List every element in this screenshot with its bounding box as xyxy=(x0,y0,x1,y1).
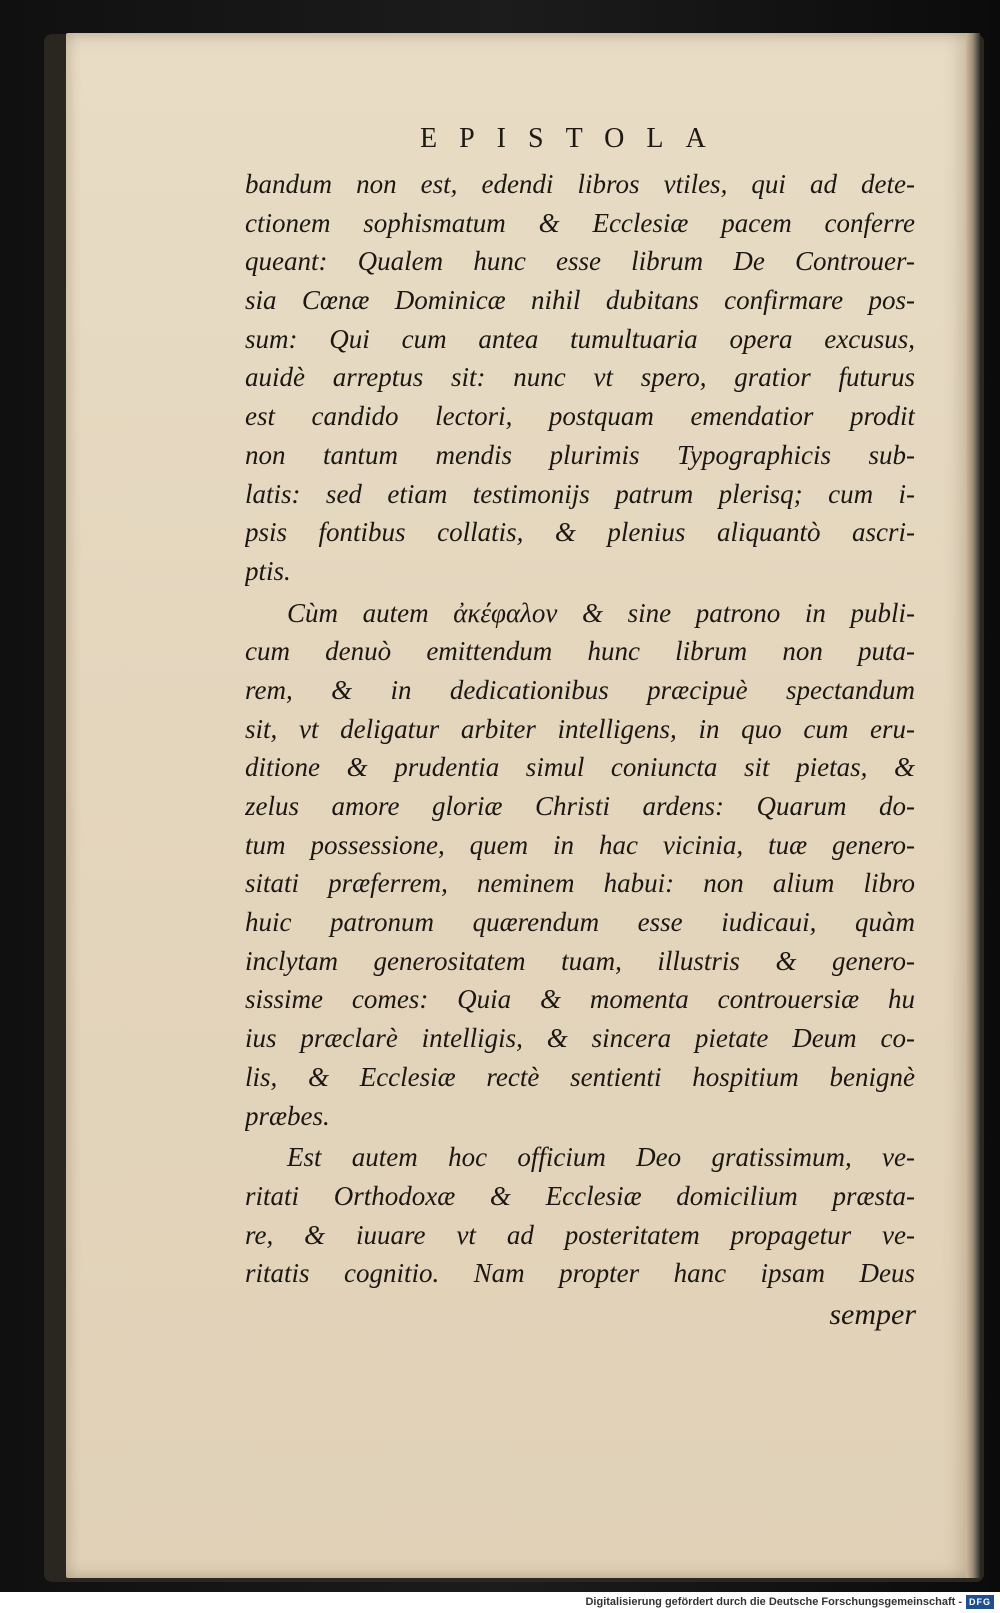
text-line: ditione & prudentia simul coniuncta sit pietas, & xyxy=(245,752,915,783)
text-line: sissime comes: Quia & momenta controuersiæ hu xyxy=(245,984,915,1015)
text-line: ritatis cognitio. Nam propter hanc ipsam Deus xyxy=(245,1258,915,1289)
text-line: re, & iuuare vt ad posteritatem propagetur ve- xyxy=(245,1219,915,1250)
text-line: tum possessione, quem in hac vicinia, tuæ genero- xyxy=(245,829,915,860)
text-line: ctionem sophismatum & Ecclesiæ pacem conferre xyxy=(245,207,915,238)
text-line: latis: sed etiam testimonijs patrum plerisq; cum i- xyxy=(245,478,915,509)
text-line: psis fontibus collatis, & plenius aliquantò ascri- xyxy=(245,517,915,548)
text-line: sum: Qui cum antea tumultuaria opera excusus, xyxy=(245,323,915,354)
body-text xyxy=(245,165,915,1305)
text-line: huic patronum quærendum esse iudicaui, quàm xyxy=(245,907,915,938)
running-head: EPISTOLA xyxy=(420,123,728,154)
text-line: lis, & Ecclesiæ rectè sentienti hospitium benignè xyxy=(245,1061,915,1092)
text-line: sitati præferrem, neminem habui: non alium libro xyxy=(245,868,915,899)
catchword: semper xyxy=(829,1298,916,1331)
text-line: est candido lectori, postquam emendatior prodit xyxy=(245,401,915,432)
text-line: non tantum mendis plurimis Typographicis sub- xyxy=(245,439,915,470)
text-line: præbes. xyxy=(245,1100,330,1131)
text-line: Est autem hoc officium Deo gratissimum, ve- xyxy=(287,1142,915,1173)
text-line: zelus amore gloriæ Christi ardens: Quarum do- xyxy=(245,791,915,821)
footer-bar xyxy=(0,1592,1000,1613)
footer-credit: Digitalisierung gefördert durch die Deutsche Forschungsgemeinschaft - xyxy=(585,1596,962,1608)
text-line: queant: Qualem hunc esse librum De Controuer- xyxy=(245,246,915,277)
text-line: auidè arreptus sit: nunc vt spero, gratior futurus xyxy=(245,362,915,393)
text-line: ius præclarè intelligis, & sincera pietate Deum co- xyxy=(245,1023,915,1054)
dfg-logo: DFG xyxy=(966,1595,994,1609)
text-line: sit, vt deligatur arbiter intelligens, in quo cum eru- xyxy=(245,713,915,744)
text-line: cum denuò emittendum hunc librum non puta- xyxy=(245,636,915,667)
text-line: inclytam generositatem tuam, illustris & genero- xyxy=(245,945,915,976)
text-line: sia Cœnæ Dominicæ nihil dubitans confirmare pos- xyxy=(245,285,915,316)
text-line: bandum non est, edendi libros vtiles, qui ad dete- xyxy=(245,169,915,199)
text-line: Cùm autem ἀκέφαλον & sine patrono in publi- xyxy=(287,597,915,628)
text-line: rem, & in dedicationibus præcipuè spectandum xyxy=(245,674,915,705)
text-line: ritati Orthodoxæ & Ecclesiæ domicilium præsta- xyxy=(245,1180,915,1211)
text-line: ptis. xyxy=(245,555,291,586)
